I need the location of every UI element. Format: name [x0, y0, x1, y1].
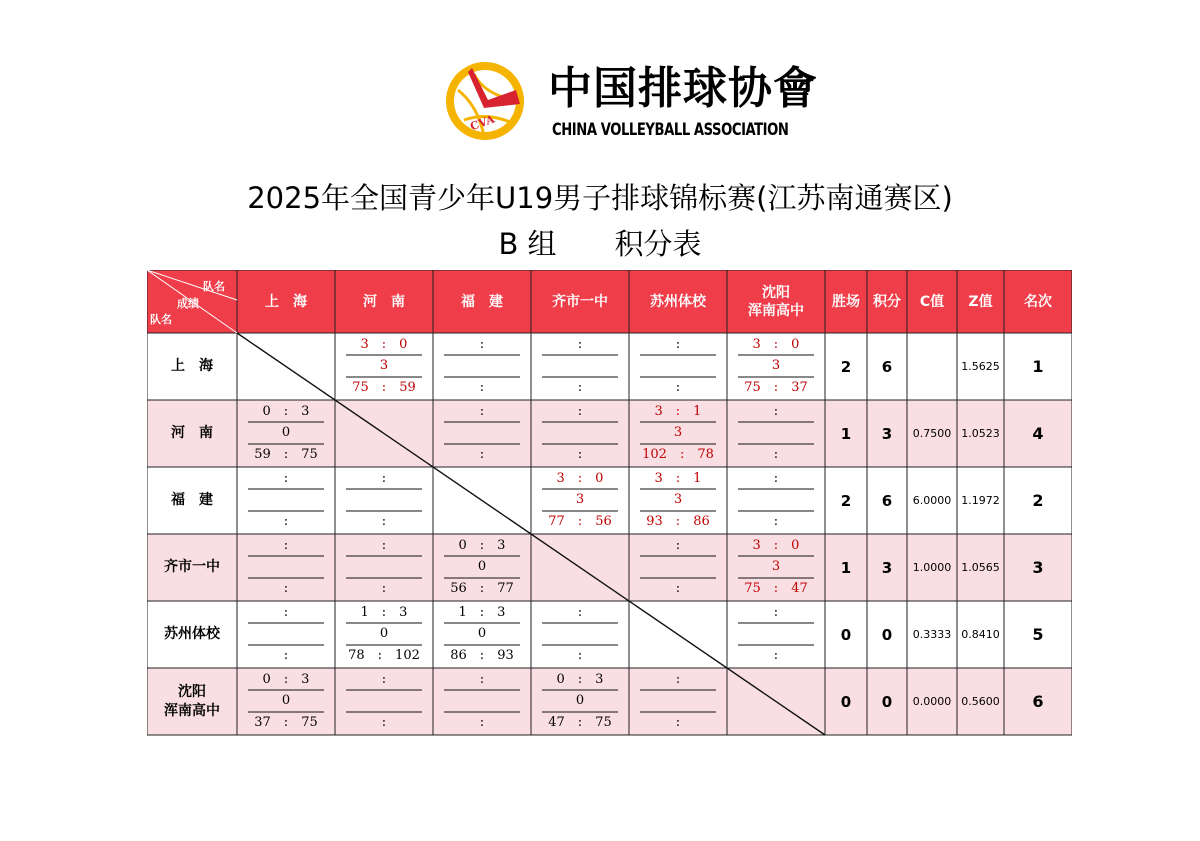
match-rally-score: : [577, 380, 583, 395]
match-rally-score: : [381, 581, 387, 596]
match-points: 0 [477, 626, 487, 641]
z-value: 1.0523 [961, 427, 1000, 440]
points-value: 3 [881, 424, 893, 443]
rank-value: 4 [1032, 424, 1044, 443]
volleyball-logo-icon [444, 60, 526, 142]
match-sets-score: 3 : 0 [752, 538, 800, 553]
c-value: 6.0000 [912, 494, 952, 507]
column-header-team: 苏州体校 [650, 293, 706, 310]
z-value: 1.1972 [961, 494, 1000, 507]
points-value: 0 [881, 625, 893, 644]
match-rally-score: 47 : 75 [548, 715, 612, 730]
match-points: 3 [771, 358, 781, 373]
match-points: 3 [673, 492, 683, 507]
c-value [907, 333, 957, 400]
match-rally-score: 56 : 77 [450, 581, 514, 596]
standings-table [147, 270, 1072, 737]
corner-label-score: 成绩 [177, 297, 199, 310]
match-points: 0 [281, 693, 291, 708]
row-team-name: 上 海 [171, 358, 213, 374]
rank-value: 2 [1032, 491, 1044, 510]
match-sets-score: : [675, 538, 681, 553]
match-sets-score: : [479, 672, 485, 687]
match-points: 0 [477, 559, 487, 574]
match-rally-score: : [675, 715, 681, 730]
match-sets-score: : [283, 605, 289, 620]
match-points: 3 [379, 358, 389, 373]
match-sets-score: 3 : 0 [752, 337, 800, 352]
match-sets-score: : [381, 672, 387, 687]
match-sets-score: 3 : 1 [654, 404, 702, 419]
z-value: 0.8410 [961, 628, 1000, 641]
c-value: 1.0000 [912, 561, 952, 574]
match-sets-score: 1 : 3 [458, 605, 506, 620]
rank-value: 1 [1032, 357, 1044, 376]
column-header-stat: 胜场 [832, 293, 860, 310]
c-value: 0.0000 [912, 695, 952, 708]
tournament-title: 2025年全国青少年U19男子排球锦标赛(江苏南通赛区) [247, 181, 953, 215]
match-rally-score: 75 : 59 [352, 380, 416, 395]
group-title: B 组 积分表 [498, 227, 702, 261]
corner-label-team-top: 队名 [203, 280, 225, 293]
match-rally-score: 102 : 78 [642, 447, 714, 462]
match-rally-score: 86 : 93 [450, 648, 514, 663]
row-team-name: 福 建 [171, 492, 213, 508]
match-rally-score: 78 : 102 [348, 648, 420, 663]
match-points: 3 [575, 492, 585, 507]
match-sets-score: 0 : 3 [262, 672, 310, 687]
c-value: 0.7500 [912, 427, 952, 440]
points-value: 6 [881, 357, 893, 376]
match-sets-score: : [773, 605, 779, 620]
match-sets-score: : [773, 404, 779, 419]
match-rally-score: : [479, 447, 485, 462]
match-rally-score: : [283, 581, 289, 596]
row-team-name: 齐市一中 [164, 559, 220, 575]
match-sets-score: 3 : 0 [556, 471, 604, 486]
cva-logo [444, 60, 818, 148]
corner-label-team-left: 队名 [150, 313, 172, 326]
match-sets-score: 0 : 3 [262, 404, 310, 419]
match-sets-score: : [675, 337, 681, 352]
svg-text:CVA: CVA [468, 112, 497, 134]
match-sets-score: : [577, 337, 583, 352]
match-sets-score: 3 : 1 [654, 471, 702, 486]
match-sets-score: 0 : 3 [458, 538, 506, 553]
row-team-name: 沈阳 浑南高中 [164, 683, 220, 719]
match-rally-score: : [283, 648, 289, 663]
logo-english-name: CHINA VOLLEYBALL ASSOCIATION [552, 120, 789, 140]
column-header-team: 福 建 [461, 293, 503, 310]
wins-value: 1 [840, 558, 852, 577]
wins-value: 1 [840, 424, 852, 443]
points-value: 0 [881, 692, 893, 711]
match-rally-score: 59 : 75 [254, 447, 318, 462]
column-header-team: 河 南 [363, 293, 405, 310]
column-header-team: 齐市一中 [552, 293, 608, 310]
match-sets-score: 1 : 3 [360, 605, 408, 620]
match-rally-score: 75 : 37 [744, 380, 808, 395]
match-points: 0 [575, 693, 585, 708]
logo-chinese-name: 中国排球协會 [548, 63, 818, 114]
match-sets-score: 3 : 0 [360, 337, 408, 352]
match-points: 3 [673, 425, 683, 440]
points-value: 6 [881, 491, 893, 510]
match-rally-score: : [381, 514, 387, 529]
rank-value: 3 [1032, 558, 1044, 577]
match-rally-score: : [479, 715, 485, 730]
match-sets-score: 0 : 3 [556, 672, 604, 687]
c-value: 0.3333 [912, 628, 952, 641]
wins-value: 2 [840, 357, 852, 376]
match-rally-score: : [577, 447, 583, 462]
match-sets-score: : [577, 404, 583, 419]
z-value: 1.5625 [961, 360, 1000, 373]
row-team-name: 河 南 [171, 425, 213, 441]
points-value: 3 [881, 558, 893, 577]
match-sets-score: : [479, 404, 485, 419]
match-sets-score: : [577, 605, 583, 620]
match-rally-score: 93 : 86 [646, 514, 710, 529]
rank-value: 6 [1032, 692, 1044, 711]
match-rally-score: : [381, 715, 387, 730]
column-header-stat: 名次 [1024, 293, 1052, 310]
match-sets-score: : [381, 538, 387, 553]
match-sets-score: : [381, 471, 387, 486]
match-rally-score: 75 : 47 [744, 581, 808, 596]
wins-value: 0 [840, 692, 852, 711]
match-rally-score: : [773, 648, 779, 663]
column-header-stat: Z值 [968, 293, 993, 310]
column-header-team: 沈阳 浑南高中 [748, 284, 804, 319]
wins-value: 0 [840, 625, 852, 644]
match-sets-score: : [283, 471, 289, 486]
match-sets-score: : [283, 538, 289, 553]
match-rally-score: : [577, 648, 583, 663]
match-rally-score: : [773, 447, 779, 462]
column-header-team: 上 海 [265, 293, 307, 310]
match-points: 3 [771, 559, 781, 574]
match-rally-score: : [479, 380, 485, 395]
match-sets-score: : [773, 471, 779, 486]
match-rally-score: 37 : 75 [254, 715, 318, 730]
wins-value: 2 [840, 491, 852, 510]
match-points: 0 [281, 425, 291, 440]
match-rally-score: 77 : 56 [548, 514, 612, 529]
match-sets-score: : [479, 337, 485, 352]
match-points: 0 [379, 626, 389, 641]
row-team-name: 苏州体校 [164, 626, 220, 642]
match-sets-score: : [675, 672, 681, 687]
column-header-stat: C值 [919, 293, 945, 310]
match-rally-score: : [773, 514, 779, 529]
column-header-stat: 积分 [873, 293, 901, 310]
rank-value: 5 [1032, 625, 1044, 644]
z-value: 1.0565 [961, 561, 1000, 574]
match-rally-score: : [283, 514, 289, 529]
match-rally-score: : [675, 581, 681, 596]
match-rally-score: : [675, 380, 681, 395]
z-value: 0.5600 [961, 695, 1000, 708]
